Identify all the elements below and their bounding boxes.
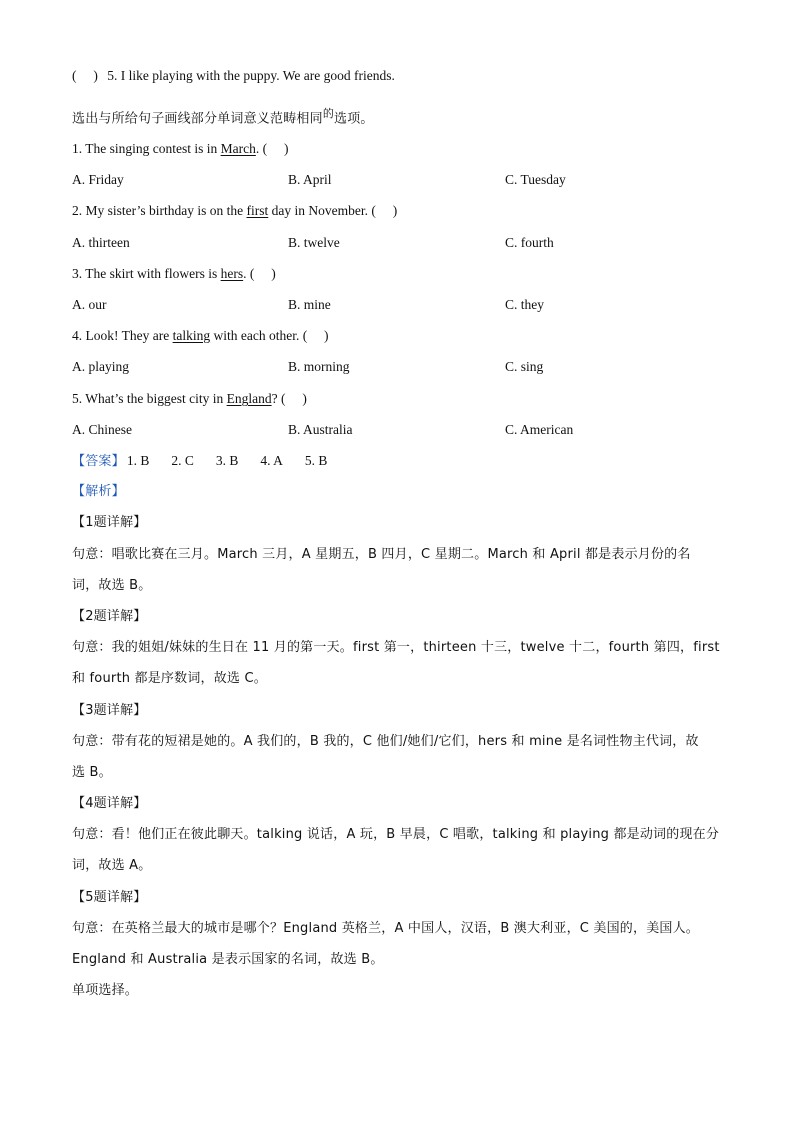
- answer-item: 1. B: [126, 453, 150, 468]
- underlined-word: talking: [172, 328, 211, 343]
- underlined-word: hers: [220, 266, 244, 281]
- underlined-word: March: [220, 141, 256, 156]
- option-a: A. Friday: [72, 172, 124, 187]
- option-c: C. fourth: [505, 235, 554, 250]
- option-b: B. morning: [288, 359, 350, 374]
- option-a: A. thirteen: [72, 235, 130, 250]
- answer-paren: ( ): [72, 68, 98, 83]
- detail-1-line-1: 句意：唱歌比赛在三月。March 三月，A 星期五，B 四月，C 星期二。March 和 April 都是表示月份的名: [72, 547, 691, 562]
- question-4: 4. Look! They are talking with each other. ( ): [72, 328, 329, 343]
- detail-5-heading: 【5题详解】: [72, 890, 147, 905]
- option-a: A. playing: [72, 359, 129, 374]
- question-1: 1. The singing contest is in March. ( ): [72, 141, 289, 156]
- detail-1-line-2: 词，故选 B。: [72, 578, 152, 593]
- answer-tag: 【答案】: [72, 454, 125, 469]
- option-b: B. mine: [288, 297, 331, 312]
- option-b: B. twelve: [288, 235, 340, 250]
- question-2: 2. My sister’s birthday is on the first day in November. ( ): [72, 203, 398, 218]
- option-c: C. Tuesday: [505, 172, 566, 187]
- detail-2-line-2: 和 fourth 都是序数词，故选 C。: [72, 671, 267, 686]
- prev-question-5: [72, 66, 395, 86]
- answer-item: 5. B: [304, 453, 328, 468]
- answer-item: 2. C: [171, 453, 194, 468]
- section-title-sup: 的: [322, 107, 335, 120]
- detail-4-line-2: 词，故选 A。: [72, 858, 152, 873]
- question-5: 5. What’s the biggest city in England? ( ): [72, 391, 307, 406]
- detail-2-line-1: 句意：我的姐姐/妹妹的生日在 11 月的第一天。first 第一，thirteen 十三，twelve 十二，fourth 第四，first: [72, 640, 720, 655]
- detail-2-heading: 【2题详解】: [72, 609, 147, 624]
- detail-4-line-1: 句意：看！他们正在彼此聊天。talking 说话，A 玩，B 早晨，C 唱歌，talking 和 playing 都是动词的现在分: [72, 827, 720, 842]
- detail-4-heading: 【4题详解】: [72, 796, 147, 811]
- option-c: C. American: [505, 422, 574, 437]
- option-b: B. Australia: [288, 422, 353, 437]
- underlined-word: England: [226, 391, 272, 406]
- option-b: B. April: [288, 172, 332, 187]
- footer-note: 单项选择。: [72, 983, 139, 998]
- detail-3-heading: 【3题详解】: [72, 703, 147, 718]
- underlined-word: first: [246, 203, 269, 218]
- detail-3-line-1: 句意：带有花的短裙是她的。A 我们的，B 我的，C 他们/她们/它们，hers 和 mine 是名词性物主代词，故: [72, 734, 699, 749]
- question-text: 5. I like playing with the puppy. We are good friends.: [107, 68, 395, 83]
- detail-1-heading: 【1题详解】: [72, 515, 147, 530]
- question-3: 3. The skirt with flowers is hers. ( ): [72, 266, 276, 281]
- answer-item: 4. A: [260, 453, 283, 468]
- answer-item: 3. B: [215, 453, 239, 468]
- detail-5-line-2: England 和 Australia 是表示国家的名词，故选 B。: [72, 952, 384, 967]
- detail-3-line-2: 选 B。: [72, 765, 112, 780]
- option-a: A. Chinese: [72, 422, 132, 437]
- analysis-tag: 【解析】: [72, 484, 125, 499]
- detail-5-line-1: 句意：在英格兰最大的城市是哪个？England 英格兰，A 中国人，汉语，B 澳大利亚，C 美国的，美国人。: [72, 921, 699, 936]
- section-title: 选出与所给句子画线部分单词意义范畴相同$^的$选项。: [72, 107, 374, 127]
- option-c: C. sing: [505, 359, 544, 374]
- option-c: C. they: [505, 297, 544, 312]
- answer-line: [72, 451, 349, 472]
- option-a: A. our: [72, 297, 107, 312]
